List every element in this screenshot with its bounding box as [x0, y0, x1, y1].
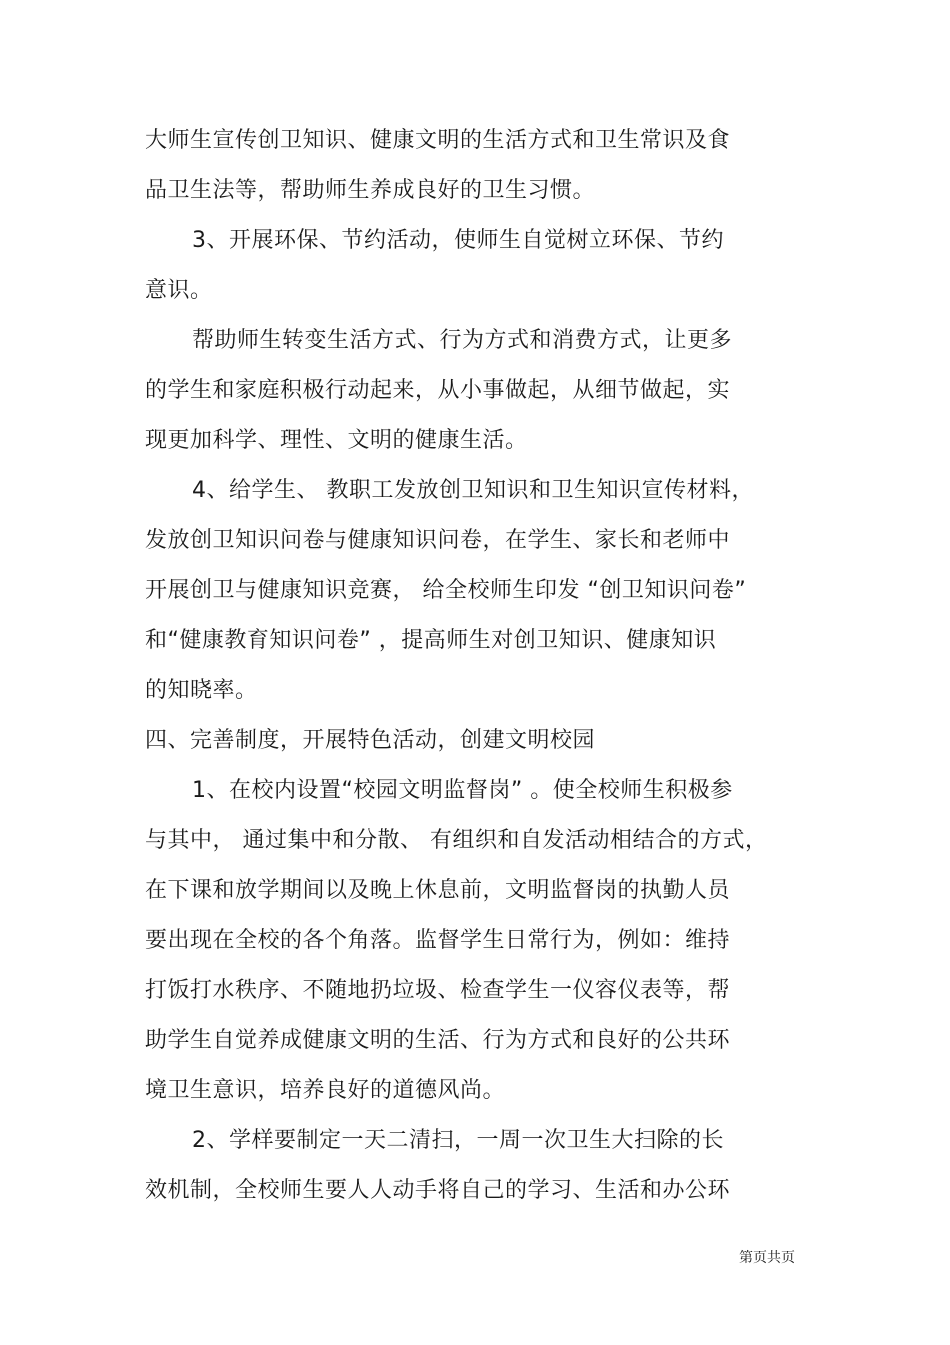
body-text-line-6: 的学生和家庭积极行动起来，从小事做起，从细节做起，实 [145, 378, 731, 403]
body-text-line-9: 发放创卫知识问卷与健康知识问卷，在学生、家长和老师中 [145, 528, 731, 553]
body-text-line-12: 的知晓率。 [145, 678, 258, 703]
body-text-line-22: 效机制，全校师生要人人动手将自己的学习、生活和办公环 [145, 1178, 731, 1203]
body-text-line-20: 境卫生意识，培养良好的道德风尚。 [145, 1078, 506, 1103]
body-text-line-17: 要出现在全校的各个角落。监督学生日常行为，例如：维持 [145, 928, 731, 953]
body-text-line-19: 助学生自觉养成健康文明的生活、行为方式和良好的公共环 [145, 1028, 731, 1053]
body-text-line-4: 意识。 [145, 278, 213, 303]
body-text-line-8: 4、给学生、 教职工发放创卫知识和卫生知识宣传材料， [192, 478, 754, 503]
body-text-line-21: 2、学样要制定一天二清扫，一周一次卫生大扫除的长 [192, 1128, 724, 1153]
body-text-line-11: 和“健康教育知识问卷” ，提高师生对创卫知识、健康知识 [145, 628, 717, 653]
body-text-line-3: 3、开展环保、节约活动，使师生自觉树立环保、节约 [192, 228, 724, 253]
section-heading: 四、完善制度，开展特色活动，创建文明校园 [145, 728, 596, 753]
body-text-line-14: 1、在校内设置“校园文明监督岗” 。使全校师生积极参 [192, 778, 733, 803]
body-text-line-7: 现更加科学、理性、文明的健康生活。 [145, 428, 528, 453]
body-text-line-18: 打饭打水秩序、不随地扔垃圾、检查学生一仪容仪表等，帮 [145, 978, 731, 1003]
body-text-line-1: 大师生宣传创卫知识、健康文明的生活方式和卫生常识及食 [145, 128, 731, 153]
body-text-line-2: 品卫生法等，帮助师生养成良好的卫生习惯。 [145, 178, 596, 203]
body-text-line-16: 在下课和放学期间以及晚上休息前，文明监督岗的执勤人员 [145, 878, 731, 903]
body-text-line-15: 与其中， 通过集中和分散、 有组织和自发活动相结合的方式， [145, 828, 768, 853]
body-text-line-5: 帮助师生转变生活方式、行为方式和消费方式，让更多 [192, 328, 733, 353]
page-footer: 第页共页 [739, 1250, 795, 1266]
body-text-line-10: 开展创卫与健康知识竞赛， 给全校师生印发 “创卫知识问卷” [145, 578, 747, 603]
